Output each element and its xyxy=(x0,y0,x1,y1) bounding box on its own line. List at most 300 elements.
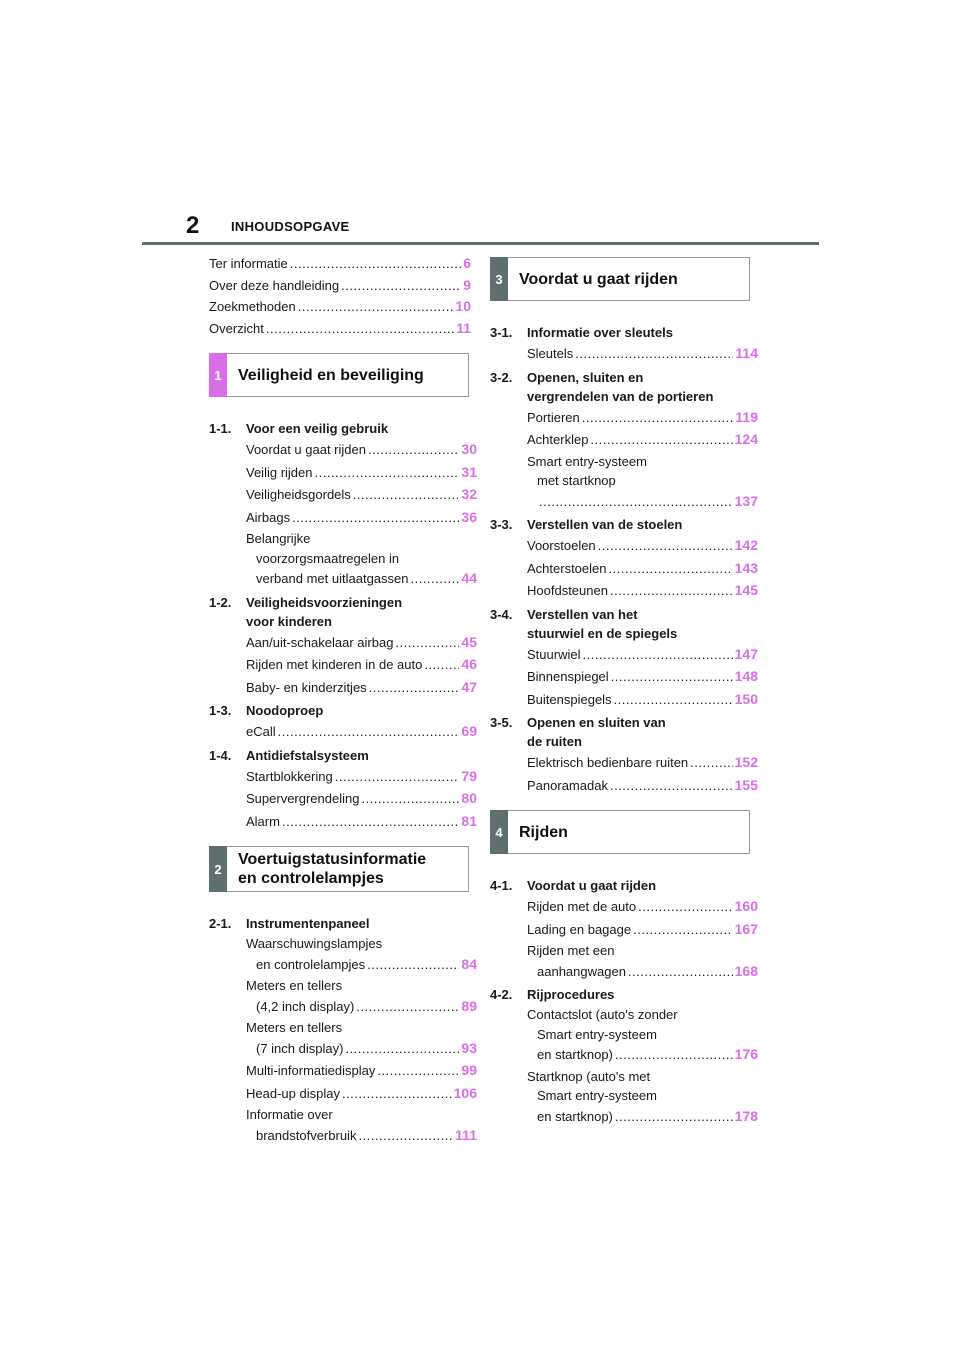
toc-entry-line[interactable] xyxy=(527,1044,758,1066)
subsection-entries xyxy=(527,752,758,796)
subsection-title-line: Voordat u gaat rijden xyxy=(527,878,657,893)
section-title xyxy=(238,366,424,385)
toc-entry-label: Portieren xyxy=(527,409,580,425)
toc-column-right xyxy=(490,253,758,1130)
toc-entry-line[interactable] xyxy=(527,752,758,774)
toc-entry-label: aanhangwagen xyxy=(537,963,626,979)
toc-entry-label: Elektrisch bedienbare ruiten xyxy=(527,755,689,770)
subsection-title xyxy=(527,323,758,342)
subsection-title xyxy=(527,605,758,643)
subsection-title-line: Antidiefstalsysteem xyxy=(246,747,369,763)
subsection-title-line: de ruiten xyxy=(527,734,582,749)
subsection-3-5 xyxy=(490,713,758,796)
section-tab: 4 xyxy=(490,810,508,854)
toc-page-number[interactable]: 145 xyxy=(734,582,758,598)
section-title xyxy=(519,823,568,842)
subsection-heading[interactable] xyxy=(490,605,758,643)
toc-page-number[interactable]: 46 xyxy=(461,656,477,672)
toc-entry-label: Over deze handleiding xyxy=(209,277,340,293)
subsection-3-4 xyxy=(490,605,758,711)
toc-entry-line[interactable] xyxy=(527,775,758,797)
toc-page-number[interactable]: 114 xyxy=(735,345,758,361)
section-title xyxy=(519,270,678,289)
toc-entry-label: Veilig rijden xyxy=(246,464,313,480)
toc-entry-line[interactable] xyxy=(527,919,758,941)
toc-entry[interactable] xyxy=(527,429,758,451)
toc-entry[interactable] xyxy=(246,811,477,833)
subsection-entries xyxy=(527,644,758,711)
subsection-2-1 xyxy=(209,914,477,1146)
subsection-entries xyxy=(527,407,758,513)
toc-entry-text-line: Smart entry-systeem xyxy=(537,1026,657,1042)
subsection-heading[interactable] xyxy=(490,368,758,406)
subsection-title xyxy=(246,593,477,631)
toc-entry-label: eCall xyxy=(246,724,276,739)
dot-leader xyxy=(298,296,454,318)
toc-entry-line[interactable] xyxy=(527,558,758,580)
toc-entry-label: en controlelampjes xyxy=(256,956,366,972)
toc-page-number[interactable]: 155 xyxy=(734,776,758,793)
toc-page-number[interactable]: 79 xyxy=(461,767,477,784)
toc-page-number[interactable]: 30 xyxy=(461,441,477,457)
subsection-number: 3-5. xyxy=(490,715,513,730)
subsection-title-line: Verstellen van het xyxy=(527,606,638,622)
dot-leader xyxy=(610,580,733,602)
toc-entry[interactable] xyxy=(246,1060,477,1082)
toc-entry-label: Veiligheidsgordels xyxy=(246,487,351,502)
dot-leader xyxy=(424,654,459,676)
subsection-title xyxy=(246,701,477,720)
toc-entry-label: Stuurwiel xyxy=(527,646,581,662)
toc-page-number[interactable]: 89 xyxy=(461,997,477,1014)
subsection-title-line: stuurwiel en de spiegels xyxy=(527,625,678,641)
toc-entry[interactable] xyxy=(246,766,477,788)
subsection-4-1 xyxy=(490,876,758,982)
toc-entry-line[interactable] xyxy=(527,491,758,513)
subsection-heading[interactable] xyxy=(209,701,477,720)
toc-entry-label: (4,2 inch display) xyxy=(256,998,355,1014)
toc-entry-line[interactable] xyxy=(527,535,758,557)
toc-entry[interactable] xyxy=(246,721,477,743)
subsection-title-line: Voor een veilig gebruik xyxy=(246,421,389,436)
dot-leader xyxy=(539,491,733,513)
toc-entry-label: Rijden met kinderen in de auto xyxy=(246,657,423,672)
dot-leader xyxy=(614,689,733,711)
toc-entry-label: Voordat u gaat rijden xyxy=(246,442,366,457)
dot-leader xyxy=(615,1106,733,1128)
toc-entry-label: Achterstoelen xyxy=(527,560,607,576)
toc-entry-line[interactable] xyxy=(246,507,477,529)
toc-page-number[interactable]: 36 xyxy=(461,508,477,525)
subsection-number: 1-2. xyxy=(209,594,232,610)
subsection-number: 3-2. xyxy=(490,369,513,385)
toc-entry-label: Achterklep xyxy=(527,432,589,447)
toc-page-number[interactable]: 150 xyxy=(734,690,758,707)
toc-entry-line[interactable] xyxy=(246,484,477,506)
toc-entry-line[interactable] xyxy=(246,439,477,461)
toc-entry-label: Aan/uit-schakelaar airbag xyxy=(246,634,394,650)
dot-leader xyxy=(611,666,733,688)
dot-leader xyxy=(638,896,733,918)
toc-entry-text-line: Belangrijke xyxy=(246,531,311,546)
subsection-number: 1-3. xyxy=(209,703,232,718)
subsection-1-1 xyxy=(209,419,477,590)
toc-entry[interactable] xyxy=(527,919,758,941)
toc-entry[interactable] xyxy=(246,677,477,699)
toc-page-number[interactable]: 143 xyxy=(734,559,758,576)
toc-entry-line[interactable] xyxy=(527,429,758,451)
toc-entry-line[interactable] xyxy=(246,1083,477,1105)
toc-page-number[interactable]: 45 xyxy=(461,633,477,650)
toc-entry-line[interactable] xyxy=(246,462,477,484)
subsection-title-line: Instrumentenpaneel xyxy=(246,916,370,931)
toc-entry-label: Multi-informatiedisplay xyxy=(246,1063,376,1078)
toc-entry[interactable] xyxy=(246,654,477,676)
toc-page-number[interactable]: 80 xyxy=(461,790,477,806)
dot-leader xyxy=(395,632,459,654)
toc-entry-line[interactable] xyxy=(527,580,758,602)
toc-entry[interactable] xyxy=(246,529,477,590)
toc-entry-label: Rijden met de auto xyxy=(527,899,637,914)
toc-entry-label: Alarm xyxy=(246,813,280,829)
subsection-number: 3-3. xyxy=(490,517,513,532)
header-rule xyxy=(142,242,819,245)
toc-page-number[interactable]: 152 xyxy=(734,754,758,770)
dot-leader xyxy=(690,752,732,774)
toc-entry-label: Voorstoelen xyxy=(527,538,596,553)
section-title-line: Voordat u gaat rijden xyxy=(519,270,678,288)
toc-entry-line[interactable] xyxy=(246,788,477,810)
section-heading-2[interactable] xyxy=(209,846,469,892)
toc-entry[interactable] xyxy=(246,1105,477,1146)
toc-entry[interactable] xyxy=(527,644,758,666)
toc-entry[interactable] xyxy=(246,507,477,529)
toc-entry-line[interactable] xyxy=(209,275,477,297)
subsection-1-3 xyxy=(209,701,477,743)
section-tab: 1 xyxy=(209,353,227,397)
toc-entry-label: Airbags xyxy=(246,509,291,525)
subsection-3-2 xyxy=(490,368,758,513)
toc-entry-label: Zoekmethoden xyxy=(209,299,296,314)
subsection-title xyxy=(246,419,477,438)
toc-page-number[interactable]: 124 xyxy=(734,431,758,447)
dot-leader xyxy=(633,919,733,941)
dot-leader xyxy=(575,343,733,365)
subsection-3-1 xyxy=(490,323,758,365)
dot-leader xyxy=(358,1125,453,1147)
dot-leader xyxy=(342,1083,452,1105)
dot-leader xyxy=(590,429,732,451)
toc-entry-label: Buitenspiegels xyxy=(527,691,612,707)
toc-entry[interactable] xyxy=(527,407,758,429)
toc-entry[interactable] xyxy=(246,462,477,484)
toc-page-number[interactable]: 31 xyxy=(461,463,477,480)
subsection-heading[interactable] xyxy=(490,713,758,751)
subsection-title-line: voor kinderen xyxy=(246,613,332,629)
toc-entry-label: Panoramadak xyxy=(527,777,608,793)
subsection-heading[interactable] xyxy=(209,746,477,765)
toc-entry-line[interactable] xyxy=(527,1106,758,1128)
toc-entry-label: Ter informatie xyxy=(209,256,288,271)
section-heading-1[interactable] xyxy=(209,353,469,397)
dot-leader xyxy=(345,1038,459,1060)
toc-entry-text-line: Rijden met een xyxy=(527,943,615,958)
toc-entry-label: Startblokkering xyxy=(246,768,333,784)
toc-entry[interactable] xyxy=(246,976,477,1017)
toc-entry-label: Binnenspiegel xyxy=(527,669,609,684)
toc-entry[interactable] xyxy=(246,1083,477,1105)
dot-leader xyxy=(628,961,733,983)
toc-entry[interactable] xyxy=(246,484,477,506)
toc-entry-line[interactable] xyxy=(527,343,758,365)
toc-entry-text-line: Contactslot (auto's zonder xyxy=(527,1007,678,1022)
dot-leader xyxy=(609,558,733,580)
toc-page-number[interactable]: 137 xyxy=(734,492,758,509)
toc-page-number[interactable]: 9 xyxy=(463,276,471,293)
toc-entry-line[interactable] xyxy=(246,721,477,743)
toc-entry-label: Overzicht xyxy=(209,320,264,336)
dot-leader xyxy=(368,439,459,461)
subsection-title-line: vergrendelen van de portieren xyxy=(527,388,714,404)
toc-entry-label: Baby- en kinderzitjes xyxy=(246,679,367,695)
section-title-line: en controlelampjes xyxy=(238,870,384,887)
toc-page-number[interactable]: 81 xyxy=(461,812,477,829)
toc-entry-line[interactable] xyxy=(527,689,758,711)
subsection-heading[interactable] xyxy=(490,323,758,342)
toc-page-number[interactable]: 119 xyxy=(735,408,758,425)
subsection-heading[interactable] xyxy=(209,914,477,933)
toc-intro-list xyxy=(209,253,477,339)
toc-entry-text-line: Informatie over xyxy=(246,1107,333,1122)
dot-leader xyxy=(369,677,460,699)
toc-entry[interactable] xyxy=(527,1005,758,1066)
toc-entry-line[interactable] xyxy=(527,961,758,983)
toc-entry-line[interactable] xyxy=(246,954,477,976)
dot-leader xyxy=(278,721,460,743)
section-title xyxy=(238,850,426,888)
subsection-4-2 xyxy=(490,985,758,1127)
toc-entry-text-line: Startknop (auto's met xyxy=(527,1068,651,1084)
subsection-entries xyxy=(246,766,477,833)
subsection-title xyxy=(527,368,758,406)
toc-page-number[interactable]: 44 xyxy=(461,570,477,586)
toc-entry[interactable] xyxy=(246,788,477,810)
dot-leader xyxy=(356,996,459,1018)
section-title-line: Voertuigstatusinformatie xyxy=(238,851,427,868)
subsection-title-line: Noodoproep xyxy=(246,703,324,718)
toc-entry-text-line: Meters en tellers xyxy=(246,1020,343,1035)
toc-entry[interactable] xyxy=(527,941,758,982)
toc-page-number[interactable]: 93 xyxy=(461,1039,477,1056)
toc-page-number[interactable]: 167 xyxy=(734,920,758,937)
subsection-heading[interactable] xyxy=(209,593,477,631)
subsection-title-line: Openen, sluiten en xyxy=(527,369,644,385)
toc-entry-line[interactable] xyxy=(246,811,477,833)
subsection-entries xyxy=(527,1005,758,1127)
section-heading-3[interactable] xyxy=(490,257,750,301)
toc-entry-label: Lading en bagage xyxy=(527,921,632,937)
toc-entry[interactable] xyxy=(527,452,758,513)
toc-page-number[interactable]: 160 xyxy=(734,898,758,914)
toc-entry-line[interactable] xyxy=(246,1038,477,1060)
toc-entry[interactable] xyxy=(527,775,758,797)
dot-leader xyxy=(615,1044,733,1066)
toc-entry-line[interactable] xyxy=(209,296,477,318)
toc-entry[interactable] xyxy=(246,439,477,461)
toc-entry-line[interactable] xyxy=(527,644,758,666)
toc-entry-label: (7 inch display) xyxy=(256,1040,344,1056)
subsection-number: 4-1. xyxy=(490,878,513,893)
toc-entry-label: brandstofverbruik xyxy=(256,1127,357,1143)
subsection-number: 1-4. xyxy=(209,747,232,763)
toc-page-number[interactable]: 84 xyxy=(461,955,477,972)
toc-page-number[interactable]: 148 xyxy=(734,668,758,684)
toc-entry[interactable] xyxy=(527,558,758,580)
toc-entry[interactable] xyxy=(527,1067,758,1128)
toc-page-number[interactable]: 99 xyxy=(461,1062,477,1078)
subsection-number: 4-2. xyxy=(490,987,513,1002)
toc-entry-label: Head-up display xyxy=(246,1085,340,1101)
subsection-title-line: Rijprocedures xyxy=(527,987,615,1002)
section-tab: 3 xyxy=(490,257,508,301)
toc-entry[interactable] xyxy=(246,632,477,654)
section-title-line: Veiligheid en beveiliging xyxy=(238,366,424,384)
subsection-heading[interactable] xyxy=(209,419,477,438)
subsection-heading[interactable] xyxy=(490,876,758,895)
toc-entry[interactable] xyxy=(246,1018,477,1059)
toc-entry-line[interactable] xyxy=(527,896,758,918)
dot-leader xyxy=(315,462,460,484)
toc-page-number[interactable]: 106 xyxy=(453,1084,477,1101)
toc-page-number[interactable]: 10 xyxy=(455,298,471,314)
subsection-entries xyxy=(246,439,477,590)
subsection-entries xyxy=(527,896,758,982)
subsection-title xyxy=(527,713,758,751)
toc-entry-line[interactable] xyxy=(246,996,477,1018)
toc-entry-label: Sleutels xyxy=(527,346,574,361)
toc-entry-line[interactable] xyxy=(209,253,477,275)
toc-entry-line[interactable] xyxy=(527,666,758,688)
dot-leader xyxy=(290,253,461,275)
toc-entry-label: Supervergrendeling xyxy=(246,791,360,806)
subsection-title xyxy=(527,985,758,1004)
subsection-title xyxy=(246,914,477,933)
dot-leader xyxy=(341,275,461,297)
section-title-line: Rijden xyxy=(519,823,568,841)
subsection-title xyxy=(527,515,758,534)
dot-leader xyxy=(582,644,732,666)
subsection-number: 1-1. xyxy=(209,421,232,436)
toc-entry-line[interactable] xyxy=(246,677,477,699)
dot-leader xyxy=(266,318,454,340)
toc-entry-text-line: Smart entry-systeem xyxy=(527,453,647,469)
toc-page-number[interactable]: 6 xyxy=(463,255,471,271)
toc-entry-text-line: Smart entry-systeem xyxy=(537,1088,657,1103)
subsection-entries xyxy=(246,721,477,743)
dot-leader xyxy=(582,407,734,429)
toc-entry[interactable] xyxy=(527,535,758,557)
toc-page-number[interactable]: 32 xyxy=(461,486,477,502)
page-number: 2 xyxy=(186,212,200,239)
dot-leader xyxy=(282,811,459,833)
subsection-number: 3-4. xyxy=(490,606,513,622)
toc-entry-line[interactable] xyxy=(246,654,477,676)
section-tab: 2 xyxy=(209,846,227,892)
subsection-1-4 xyxy=(209,746,477,833)
toc-page-number[interactable]: 168 xyxy=(734,962,758,979)
toc-entry[interactable] xyxy=(246,934,477,975)
toc-page-number[interactable]: 47 xyxy=(461,678,477,695)
subsection-entries xyxy=(527,535,758,602)
toc-entry-label: verband met uitlaatgassen xyxy=(256,571,409,586)
toc-entry-line[interactable] xyxy=(246,568,477,590)
dot-leader xyxy=(377,1060,459,1082)
toc-entry-label: en startknop) xyxy=(537,1108,613,1124)
subsection-title-line: Openen en sluiten van xyxy=(527,715,666,730)
toc-entry-label: en startknop) xyxy=(537,1047,613,1062)
dot-leader xyxy=(610,775,733,797)
toc-entry-text-line: met startknop xyxy=(537,473,616,488)
dot-leader xyxy=(292,507,459,529)
subsection-title-line: Veiligheidsvoorzieningen xyxy=(246,594,403,610)
section-heading-4[interactable] xyxy=(490,810,750,854)
subsection-title xyxy=(527,876,758,895)
subsection-number: 2-1. xyxy=(209,916,232,931)
toc-page-number[interactable]: 142 xyxy=(734,537,758,553)
toc-entry-line[interactable] xyxy=(246,632,477,654)
dot-leader xyxy=(335,766,460,788)
toc-entry[interactable] xyxy=(527,896,758,918)
toc-entry[interactable] xyxy=(527,689,758,711)
toc-entry[interactable] xyxy=(527,343,758,365)
subsection-1-2 xyxy=(209,593,477,699)
toc-entry-line[interactable] xyxy=(246,1125,477,1147)
dot-leader xyxy=(361,788,459,810)
dot-leader xyxy=(598,535,733,557)
toc-page-number[interactable]: 178 xyxy=(734,1107,758,1124)
dot-leader xyxy=(367,954,459,976)
toc-entry-line[interactable] xyxy=(246,766,477,788)
subsection-3-3 xyxy=(490,515,758,602)
toc-entry-text-line: Waarschuwingslampjes xyxy=(246,936,383,951)
subsection-entries xyxy=(527,343,758,365)
toc-page-number[interactable]: 69 xyxy=(461,723,477,739)
subsection-number: 3-1. xyxy=(490,325,513,340)
toc-page-number[interactable]: 176 xyxy=(734,1046,758,1062)
dot-leader xyxy=(353,484,460,506)
page-title: INHOUDSOPGAVE xyxy=(231,219,350,234)
toc-entry-line[interactable] xyxy=(527,407,758,429)
toc-entry[interactable] xyxy=(527,666,758,688)
subsection-entries xyxy=(246,632,477,699)
toc-entry[interactable] xyxy=(527,580,758,602)
toc-column-left xyxy=(209,253,477,1149)
subsection-heading[interactable] xyxy=(490,515,758,534)
toc-entry-line[interactable] xyxy=(246,1060,477,1082)
toc-entry-label: Hoofdsteunen xyxy=(527,583,608,598)
subsection-heading[interactable] xyxy=(490,985,758,1004)
toc-entry-line[interactable] xyxy=(209,318,477,340)
subsection-entries xyxy=(246,934,477,1146)
subsection-title-line: Verstellen van de stoelen xyxy=(527,517,683,532)
toc-entry[interactable] xyxy=(527,752,758,774)
toc-entry-text-line: Meters en tellers xyxy=(246,978,343,993)
toc-page-number[interactable]: 147 xyxy=(734,645,758,662)
subsection-title-line: Informatie over sleutels xyxy=(527,325,673,340)
toc-page-number[interactable]: 11 xyxy=(456,319,471,336)
toc-entry-text-line: voorzorgsmaatregelen in xyxy=(256,550,400,566)
toc-page-number[interactable]: 111 xyxy=(455,1126,477,1143)
